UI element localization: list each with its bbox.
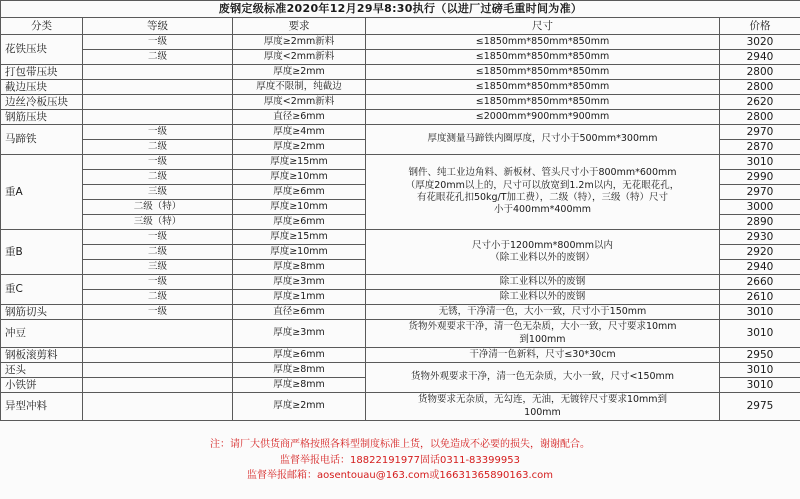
table-row [1, 230, 800, 245]
table-row [1, 65, 800, 80]
table-row [1, 290, 800, 305]
table-row [1, 363, 800, 378]
grade-cell [83, 393, 233, 421]
price-cell: 3020 [720, 35, 800, 50]
grade-cell: 二级（特） [83, 200, 233, 215]
price-cell: 2930 [720, 230, 800, 245]
grade-cell [83, 378, 233, 393]
grade-cell: 二级 [83, 170, 233, 185]
requirement-cell: 厚度<2mm新料 [233, 50, 366, 65]
requirement-cell: 厚度≥2mm [233, 65, 366, 80]
grade-cell: 一级 [83, 35, 233, 50]
size-cell [366, 155, 720, 230]
category-cell: 重A [1, 155, 83, 230]
size-cell: ≤1850mm*850mm*850mm [366, 35, 720, 50]
header-size: 尺寸 [366, 18, 720, 35]
price-cell: 3010 [720, 320, 800, 348]
price-cell: 2920 [720, 245, 800, 260]
size-cell: 除工业料以外的废钢 [366, 275, 720, 290]
grade-cell [83, 65, 233, 80]
category-cell: 小铁饼 [1, 378, 83, 393]
size-cell: ≤1850mm*850mm*850mm [366, 65, 720, 80]
footer-phone: 监督举报电话：18822191977固话0311-83399953 [280, 454, 520, 466]
category-cell: 打包带压块 [1, 65, 83, 80]
size-line: 尺寸小于1200mm*800mm以内 [471, 239, 614, 251]
table-row [1, 320, 800, 348]
category-cell: 还头 [1, 363, 83, 378]
grade-cell: 一级 [83, 275, 233, 290]
size-cell: 除工业料以外的废钢 [366, 290, 720, 305]
grade-cell [83, 80, 233, 95]
grade-cell: 一级 [83, 230, 233, 245]
price-cell: 2800 [720, 110, 800, 125]
size-line: 钢件、纯工业边角料、新板材、管头尺寸小于800mm*600mm [408, 167, 677, 179]
size-cell: 无锈，干净清一色，大小一致，尺寸小于150mm [366, 305, 720, 320]
requirement-cell: 厚度≥1mm [233, 290, 366, 305]
size-line: 100mm [524, 406, 561, 418]
header-grade: 等级 [83, 18, 233, 35]
requirement-cell: 厚度≥8mm [233, 378, 366, 393]
sheet-title: 废钢定级标准2020年12月29早8:30执行（以进厂过磅毛重时间为准） [1, 1, 800, 18]
size-line: （除工业料以外的废钢） [490, 252, 595, 263]
table-row [1, 155, 800, 170]
size-cell: 厚度测量马蹄铁内圈厚度，尺寸小于500mm*300mm [366, 125, 720, 155]
price-cell: 2890 [720, 215, 800, 230]
grade-cell: 一级 [83, 125, 233, 140]
grade-cell: 三级 [83, 260, 233, 275]
grade-cell: 一级 [83, 305, 233, 320]
price-cell: 2970 [720, 185, 800, 200]
price-cell: 2970 [720, 125, 800, 140]
requirement-cell: 厚度≥15mm [233, 155, 366, 170]
category-cell: 冲豆 [1, 320, 83, 348]
price-cell: 2800 [720, 65, 800, 80]
requirement-cell: 厚度≥2mm新料 [233, 35, 366, 50]
requirement-cell: 厚度<2mm新料 [233, 95, 366, 110]
requirement-cell: 直径≥6mm [233, 110, 366, 125]
table-row [1, 348, 800, 363]
size-cell: ≤2000mm*900mm*900mm [366, 110, 720, 125]
size-line: 货物要求无杂质，无勾连，无油，无镀锌尺寸要求10mm到 [417, 394, 668, 406]
requirement-cell: 厚度≥10mm [233, 200, 366, 215]
table-row [1, 110, 800, 125]
category-cell: 重B [1, 230, 83, 275]
price-cell: 2610 [720, 290, 800, 305]
grade-cell: 三级 [83, 185, 233, 200]
grade-cell: 一级 [83, 155, 233, 170]
size-cell: 货物外观要求干净，清一色无杂质，大小一致，尺寸<150mm [366, 363, 720, 393]
table-row [1, 305, 800, 320]
requirement-cell: 直径≥6mm [233, 305, 366, 320]
size-line: （厚度20mm以上的，尺寸可以放宽到1.2m以内，无花眼花孔， [405, 179, 680, 191]
size-line: 小于400mm*400mm [493, 204, 592, 216]
grade-cell [83, 95, 233, 110]
price-cell: 3010 [720, 305, 800, 320]
grade-cell [83, 363, 233, 378]
footer [0, 437, 800, 484]
price-cell: 2660 [720, 275, 800, 290]
grade-cell: 三级（特） [83, 215, 233, 230]
requirement-cell: 厚度不限制，纯截边 [233, 80, 366, 95]
category-cell: 重C [1, 275, 83, 305]
category-cell: 异型冲料 [1, 393, 83, 421]
requirement-cell: 厚度≥6mm [233, 185, 366, 200]
price-cell: 2620 [720, 95, 800, 110]
requirement-cell: 厚度≥15mm [233, 230, 366, 245]
size-cell [366, 320, 720, 348]
category-cell: 截边压块 [1, 80, 83, 95]
size-cell: ≤1850mm*850mm*850mm [366, 95, 720, 110]
price-cell: 2870 [720, 140, 800, 155]
size-cell: ≤1850mm*850mm*850mm [366, 50, 720, 65]
price-cell: 2940 [720, 50, 800, 65]
table-row [1, 393, 800, 421]
grade-cell: 二级 [83, 140, 233, 155]
price-cell: 3010 [720, 378, 800, 393]
table-row [1, 125, 800, 140]
requirement-cell: 厚度≥10mm [233, 245, 366, 260]
price-cell: 3000 [720, 200, 800, 215]
price-cell: 2800 [720, 80, 800, 95]
grade-cell [83, 320, 233, 348]
table-row [1, 95, 800, 110]
grade-cell: 二级 [83, 290, 233, 305]
category-cell: 花铁压块 [1, 35, 83, 65]
grade-cell: 二级 [83, 245, 233, 260]
price-cell: 3010 [720, 155, 800, 170]
size-cell [366, 393, 720, 421]
price-cell: 3010 [720, 363, 800, 378]
requirement-cell: 厚度≥3mm [233, 320, 366, 348]
category-cell: 边丝冷板压块 [1, 95, 83, 110]
header-category: 分类 [1, 18, 83, 35]
table-row [1, 50, 800, 65]
requirement-cell: 厚度≥3mm [233, 275, 366, 290]
grade-cell: 二级 [83, 50, 233, 65]
price-cell: 2975 [720, 393, 800, 421]
table-row [1, 275, 800, 290]
category-cell: 钢筋切头 [1, 305, 83, 320]
table-row [1, 80, 800, 95]
header-requirement: 要求 [233, 18, 366, 35]
requirement-cell: 厚度≥6mm [233, 215, 366, 230]
size-line: 货物外观要求干净，清一色无杂质，大小一致，尺寸要求10mm [408, 321, 677, 333]
requirement-cell: 厚度≥2mm [233, 140, 366, 155]
category-cell: 钢筋压块 [1, 110, 83, 125]
size-line: 有花眼花孔扣50kg/T加工费），二级（特），三级（特）尺寸 [416, 192, 669, 203]
footer-notice: 注：请厂大供货商严格按照各料型制度标准上货，以免造成不必要的损失，谢谢配合。 [210, 439, 590, 450]
header-row [1, 18, 800, 35]
price-cell: 2990 [720, 170, 800, 185]
category-cell: 马蹄铁 [1, 125, 83, 155]
size-cell: 干净清一色新料，尺寸≤30*30cm [366, 348, 720, 363]
requirement-cell: 厚度≥6mm [233, 348, 366, 363]
requirement-cell: 厚度≥8mm [233, 260, 366, 275]
requirement-cell: 厚度≥8mm [233, 363, 366, 378]
grade-cell [83, 110, 233, 125]
category-cell: 钢板滚剪料 [1, 348, 83, 363]
size-cell: ≤1850mm*850mm*850mm [366, 80, 720, 95]
footer-email: 监督举报邮箱：aosentouau@163.com或16631365890163.com [246, 470, 554, 481]
grade-cell [83, 348, 233, 363]
requirement-cell: 厚度≥10mm [233, 170, 366, 185]
header-price: 价格 [720, 18, 800, 35]
size-line: 到100mm [519, 333, 566, 345]
price-cell: 2950 [720, 348, 800, 363]
size-cell [366, 230, 720, 275]
requirement-cell: 厚度≥4mm [233, 125, 366, 140]
table-row [1, 35, 800, 50]
price-cell: 2940 [720, 260, 800, 275]
requirement-cell: 厚度≥2mm [233, 393, 366, 421]
